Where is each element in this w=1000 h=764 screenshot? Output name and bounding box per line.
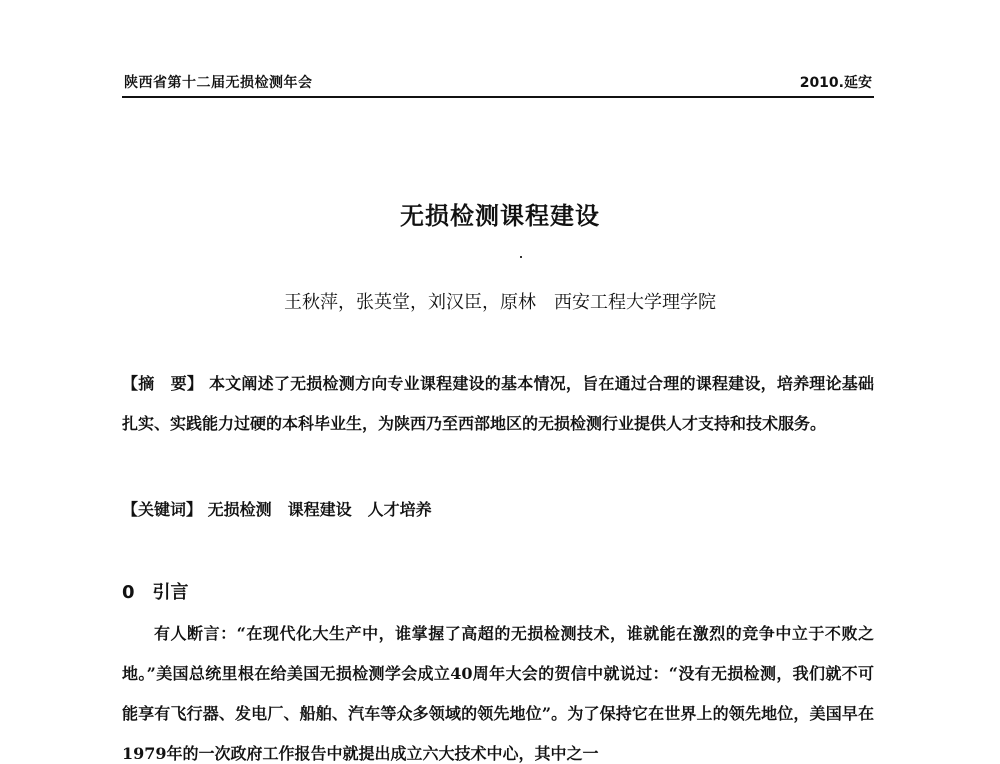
section-heading-introduction: 0 引言 <box>122 582 189 603</box>
running-header-conference: 陕西省第十二届无损检测年会 <box>124 75 313 91</box>
paper-title: 无损检测课程建设 <box>400 202 600 230</box>
abstract <box>122 364 874 444</box>
title-speck <box>520 256 522 258</box>
keywords-label: 【关键词】 <box>122 500 203 519</box>
abstract-label: 【摘 要】 <box>122 374 204 393</box>
abstract-text: 本文阐述了无损检测方向专业课程建设的基本情况，旨在通过合理的课程建设，培养理论基础扎实、实践能力过硬的本科毕业生，为陕西乃至西部地区的无损检测行业提供人才支持和技术服务。 <box>122 374 874 433</box>
authors-affiliation: 王秋萍，张英堂，刘汉臣，原林 西安工程大学理学院 <box>284 292 716 313</box>
introduction-paragraph: 有人断言：“在现代化大生产中，谁掌握了高超的无损检测技术，谁就能在激烈的竞争中立于不败之地。”美国总统里根在给美国无损检测学会成立40周年大会的贺信中就说过：“没有无损检测，我们就不可能享有飞行器、发电厂、船舶、汽车等众多领域的领先地位”。为了保持它在世界上的领先地位，美国早在1979年的一次政府工作报告中就提出成立六大技术中心，其中之一 <box>122 624 874 763</box>
running-header-date: 2010.延安 <box>799 75 872 91</box>
header-rule <box>122 96 874 98</box>
keywords-text: 无损检测 课程建设 人才培养 <box>207 500 432 519</box>
keywords <box>122 490 874 530</box>
